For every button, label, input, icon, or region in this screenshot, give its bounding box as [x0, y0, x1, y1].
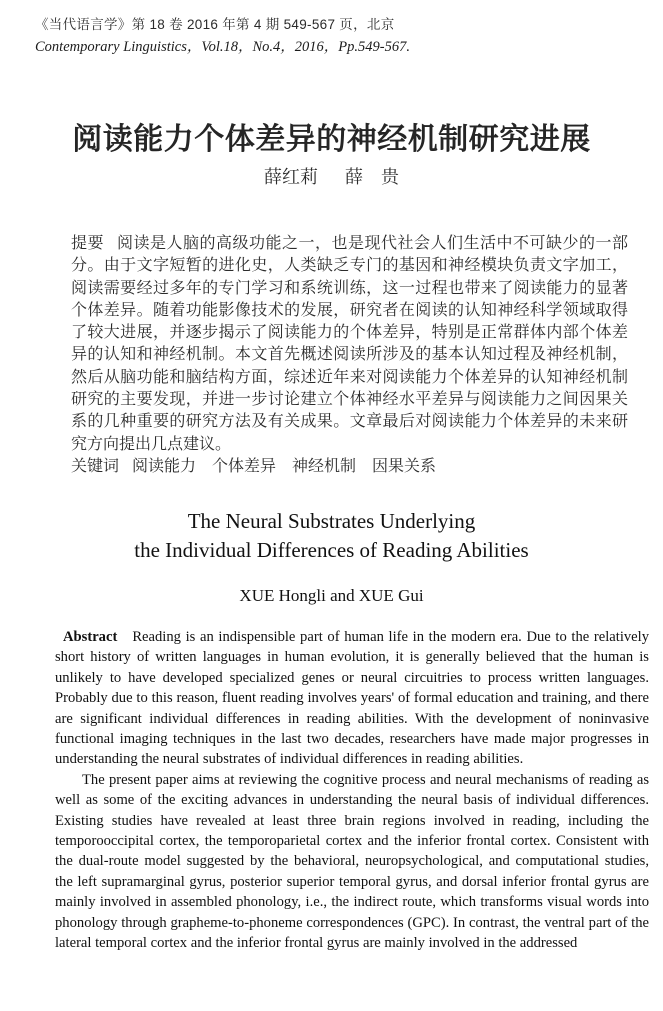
- keywords-label: 关键词: [71, 457, 120, 475]
- author-zh-2: 薛 贵: [345, 167, 399, 187]
- journal-header: [35, 14, 410, 59]
- abstract-en-text-1: Reading is an indispensible part of human life in the modern era. Due to the relatively short history of written languages in human evolution, it is generally believed that the human is unlikely to have developed specialized genes or neural circuitries to process written languages. Probably due to this reason, fluent reading involves years' of formal education and training, and there are significant individual differences in reading abilities. With the development of noninvasive functional imaging techniques in the last two decades, researchers have made major progresses in understanding the neural substrates of individual differences in reading abilities.: [55, 629, 649, 768]
- article-title-en-line2: the Individual Differences of Reading Abilities: [134, 538, 529, 562]
- author-zh-1: 薛红莉: [264, 167, 318, 187]
- abstract-zh-block: [71, 233, 628, 478]
- abstract-zh-paragraph: [71, 233, 628, 456]
- keywords-line: [71, 456, 628, 478]
- abstract-en-paragraph-1: [55, 627, 649, 770]
- authors-en: XUE Hongli and XUE Gui: [239, 586, 424, 605]
- journal-citation-en: Contemporary Linguistics，Vol.18，No.4，2016，Pp.549-567.: [35, 39, 410, 55]
- article-title-zh: 阅读能力个体差异的神经机制研究进展: [72, 123, 591, 157]
- abstract-en-block: [55, 627, 649, 954]
- abstract-en-paragraph-2: The present paper aims at reviewing the cognitive process and neural mechanisms of reading as well as some of the exciting advances in understanding the neural basis of individual differences. Existing studies have revealed at least three brain regions involved in reading, including the temporooccipital cortex, the temporoparietal cortex and the inferior frontal cortex. Consistent with the dual-route model suggested by the behavioral, neuropsychological, and computational studies, the left supramarginal gyrus, posterior superior temporal gyrus, and dorsal inferior frontal gyrus are mainly involved in assembled phonology, i.e., the indirect route, which transforms visual words into phonology through grapheme-to-phoneme correspondences (GPC). In contrast, the ventral part of the lateral temporal cortex and the inferior frontal gyrus are mainly involved in the addressed: [55, 771, 649, 952]
- article-title-en: [0, 507, 663, 565]
- abstract-en-label: Abstract: [63, 629, 118, 645]
- abstract-zh-label: 提要: [71, 235, 104, 252]
- article-title-en-line1: The Neural Substrates Underlying: [187, 509, 476, 533]
- authors-zh: [0, 163, 663, 189]
- keywords-items: 阅读能力 个体差异 神经机制 因果关系: [132, 457, 437, 475]
- abstract-zh-text: 阅读是人脑的高级功能之一，也是现代社会人们生活中不可缺少的一部分。由于文字短暂的进化史，人类缺乏专门的基因和神经模块负责文字加工，阅读需要经过多年的专门学习和系统训练，这一过程也带来了阅读能力的显著个体差异。随着功能影像技术的发展，研究者在阅读的认知神经科学领域取得了较大进展，并逐步揭示了阅读能力的个体差异，特别是正常群体内部个体差异的认知和神经机制。本文首先概述阅读所涉及的基本认知过程及神经机制，然后从脑功能和脑结构方面，综述近年来对阅读能力个体差异的认知神经机制研究的主要发现，并进一步讨论建立个体神经水平差异与阅读能力之间因果关系的几种重要的研究方法及有关成果。文章最后对阅读能力个体差异的未来研究方向提出几点建议。: [71, 235, 628, 453]
- journal-citation-zh: 《当代语言学》第 18 卷 2016 年第 4 期 549-567 页，北京: [35, 17, 395, 32]
